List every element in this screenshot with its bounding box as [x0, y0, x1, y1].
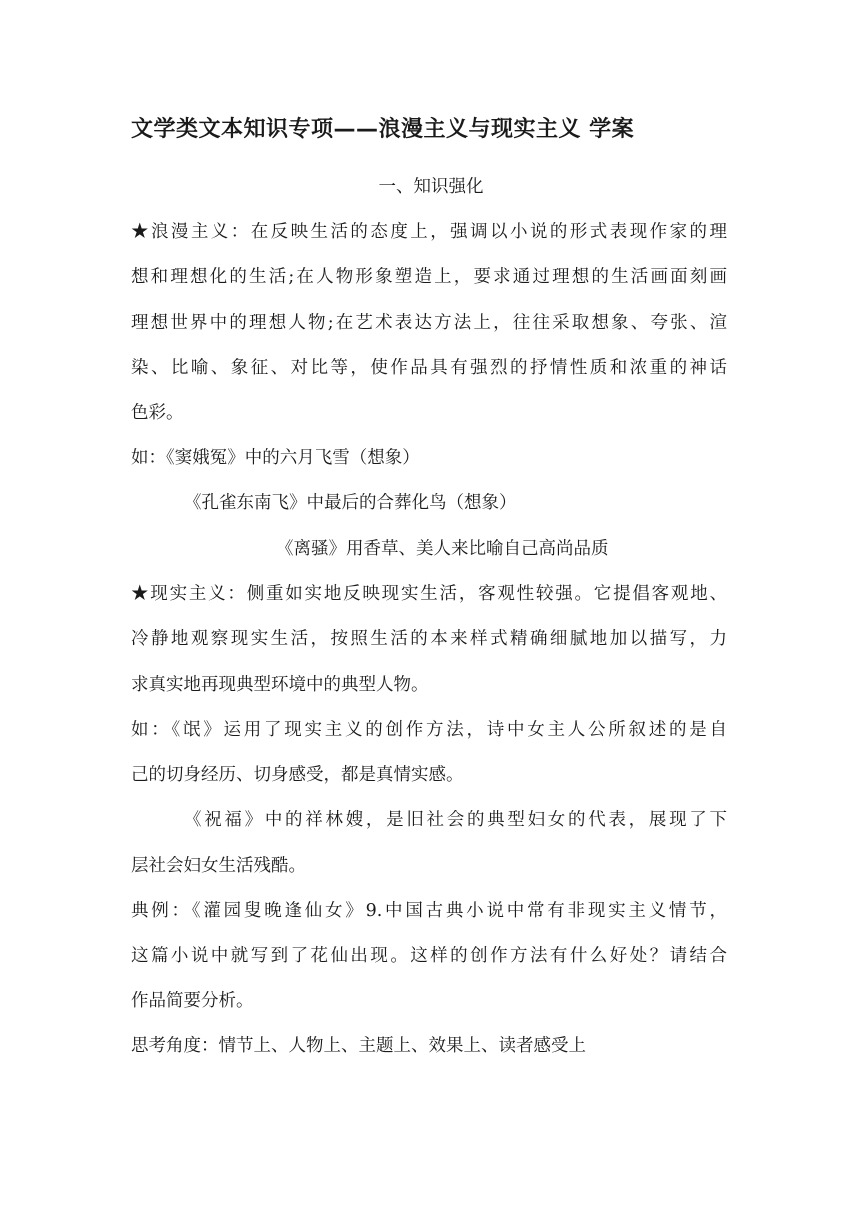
- realism-example: 己的切身经历、切身感受，都是真情实感。: [131, 765, 464, 785]
- realism-example: 《祝福》中的祥林嫂，是旧社会的典型妇女的代表，展现了下: [184, 810, 727, 830]
- romanticism-line: 想和理想化的生活;在人物形象塑造上，要求通过理想的生活画面刻画: [131, 267, 727, 287]
- document-title: 文学类文本知识专项——浪漫主义与现实主义 学案: [131, 117, 635, 142]
- romanticism-line: ★浪漫主义：在反映生活的态度上，强调以小说的形式表现作家的理: [131, 222, 727, 242]
- romanticism-line: 色彩。: [131, 403, 184, 423]
- realism-line: 求真实地再现典型环境中的典型人物。: [131, 675, 429, 695]
- thinking-angles: 思考角度：情节上、人物上、主题上、效果上、读者感受上: [131, 1036, 586, 1056]
- realism-line: 冷静地观察现实生活，按照生活的本来样式精确细腻地加以描写，力: [131, 629, 727, 649]
- realism-example: 如：《氓》运用了现实主义的创作方法，诗中女主人公所叙述的是自: [131, 720, 727, 740]
- sample-question-line: 这篇小说中就写到了花仙出现。这样的创作方法有什么好处？请结合: [131, 946, 727, 966]
- romanticism-example: 《孔雀东南飞》中最后的合葬化鸟（想象）: [184, 493, 517, 513]
- realism-line: ★现实主义：侧重如实地反映现实生活，客观性较强。它提倡客观地、: [131, 584, 727, 604]
- sample-question-line: 作品简要分析。: [131, 991, 254, 1011]
- realism-example: 层社会妇女生活残酷。: [131, 856, 306, 876]
- sample-question-line: 典例：《灌园叟晚逢仙女》9.中国古典小说中常有非现实主义情节，: [131, 901, 727, 921]
- section-heading: 一、知识强化: [378, 177, 484, 197]
- romanticism-example: 如：《窦娥冤》中的六月飞雪（想象）: [131, 448, 420, 468]
- romanticism-line: 理想世界中的理想人物;在艺术表达方法上，往往采取想象、夸张、渲: [131, 313, 727, 333]
- romanticism-line: 染、比喻、象征、对比等，使作品具有强烈的抒情性质和浓重的神话: [131, 358, 727, 378]
- romanticism-example: 《离骚》用香草、美人来比喻自己高尚品质: [276, 539, 609, 559]
